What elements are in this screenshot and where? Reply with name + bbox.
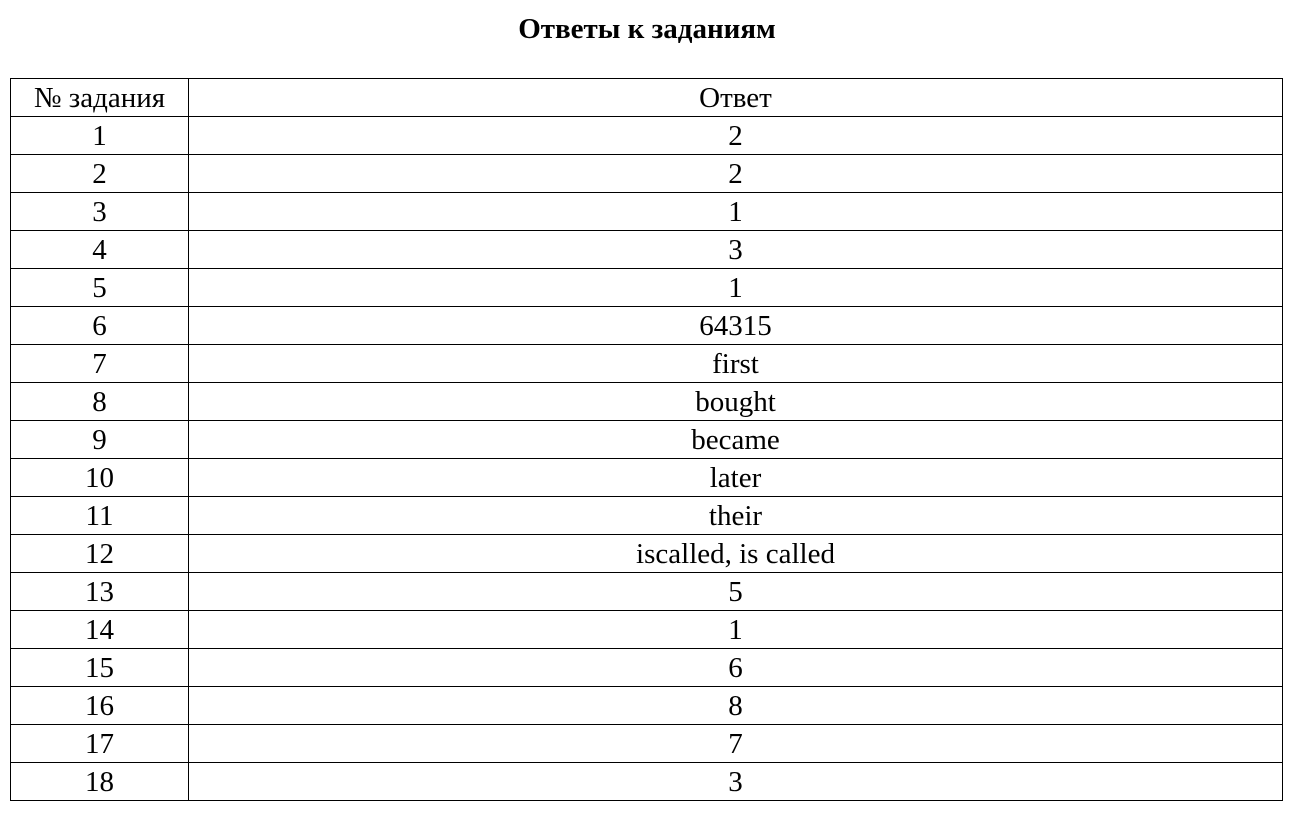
answer-cell: bought [189,383,1283,421]
answer-cell: 1 [189,611,1283,649]
task-number-cell: 7 [11,345,189,383]
answer-cell: became [189,421,1283,459]
answers-table [10,78,1283,801]
table-row [11,725,1283,763]
table-row [11,231,1283,269]
answer-cell: their [189,497,1283,535]
task-number-cell: 15 [11,649,189,687]
table-row [11,269,1283,307]
answer-cell: 1 [189,193,1283,231]
table-row [11,345,1283,383]
table-row [11,649,1283,687]
task-number-cell: 5 [11,269,189,307]
answer-cell: first [189,345,1283,383]
answer-cell: 1 [189,269,1283,307]
task-number-cell: 3 [11,193,189,231]
table-row [11,155,1283,193]
task-number-cell: 14 [11,611,189,649]
answer-cell: 2 [189,155,1283,193]
task-number-cell: 13 [11,573,189,611]
table-header [11,79,1283,117]
table-row [11,421,1283,459]
answer-cell: 6 [189,649,1283,687]
table-row [11,459,1283,497]
answer-cell: 2 [189,117,1283,155]
task-number-cell: 10 [11,459,189,497]
answer-cell: iscalled, is called [189,535,1283,573]
task-number-cell: 11 [11,497,189,535]
answer-cell: 64315 [189,307,1283,345]
table-row [11,763,1283,801]
table-row [11,535,1283,573]
table-row [11,497,1283,535]
table-row [11,307,1283,345]
answer-cell: 3 [189,231,1283,269]
table-body [11,117,1283,801]
task-number-cell: 2 [11,155,189,193]
task-number-cell: 4 [11,231,189,269]
answer-cell: 7 [189,725,1283,763]
table-row [11,573,1283,611]
header-answer: Ответ [189,79,1283,117]
table-row [11,117,1283,155]
table-row [11,687,1283,725]
answer-cell: later [189,459,1283,497]
task-number-cell: 6 [11,307,189,345]
task-number-cell: 12 [11,535,189,573]
task-number-cell: 18 [11,763,189,801]
header-task-number: № задания [11,79,189,117]
answer-cell: 8 [189,687,1283,725]
page-title: Ответы к заданиям [518,13,776,45]
task-number-cell: 8 [11,383,189,421]
answer-cell: 5 [189,573,1283,611]
header-row [11,79,1283,117]
table-row [11,193,1283,231]
task-number-cell: 9 [11,421,189,459]
table-row [11,383,1283,421]
answer-cell: 3 [189,763,1283,801]
table-row [11,611,1283,649]
task-number-cell: 17 [11,725,189,763]
task-number-cell: 16 [11,687,189,725]
task-number-cell: 1 [11,117,189,155]
